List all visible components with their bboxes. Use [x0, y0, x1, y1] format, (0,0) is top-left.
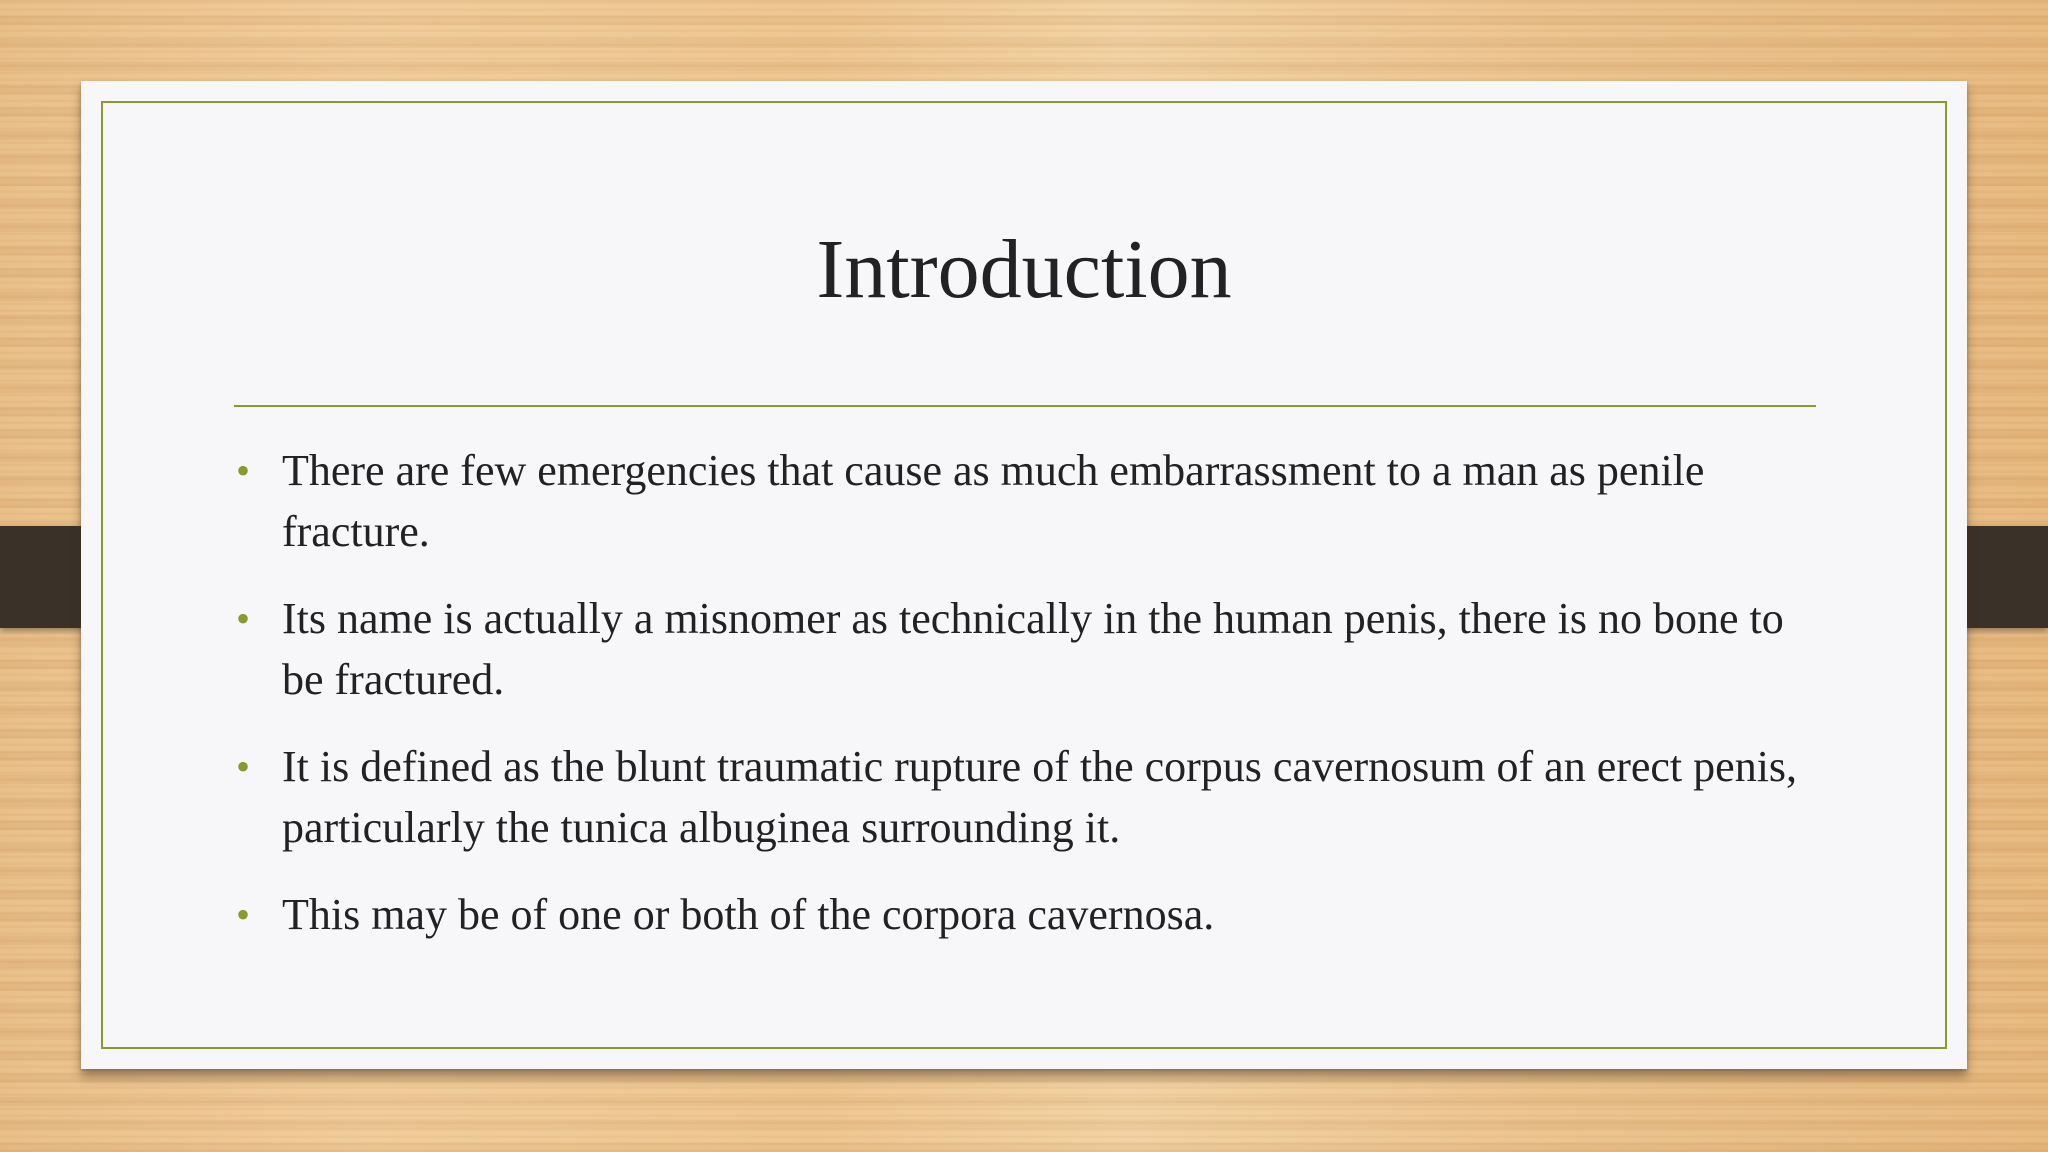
bullet-item [234, 440, 1814, 562]
title-divider [234, 405, 1816, 407]
bullet-item [234, 588, 1814, 710]
bullet-text: This may be of one or both of the corpora cavernosa. [282, 890, 1215, 939]
bullet-text: There are few emergencies that cause as much embarrassment to a man as penile fracture. [282, 446, 1705, 556]
bullet-dot-icon: • [236, 596, 251, 641]
bullet-dot-icon: • [236, 448, 251, 493]
slide-title: Introduction [816, 223, 1232, 316]
bullet-item [234, 736, 1814, 858]
bullet-text: Its name is actually a misnomer as technically in the human penis, there is no bone to be fractured. [282, 594, 1784, 704]
bullet-item [234, 884, 1814, 945]
bullet-text: It is defined as the blunt traumatic rupture of the corpus cavernosum of an erect penis, particularly the tunica albuginea surrounding it. [282, 742, 1798, 852]
bullet-dot-icon: • [236, 892, 251, 937]
bullet-dot-icon: • [236, 744, 251, 789]
bullet-list [234, 440, 1814, 971]
